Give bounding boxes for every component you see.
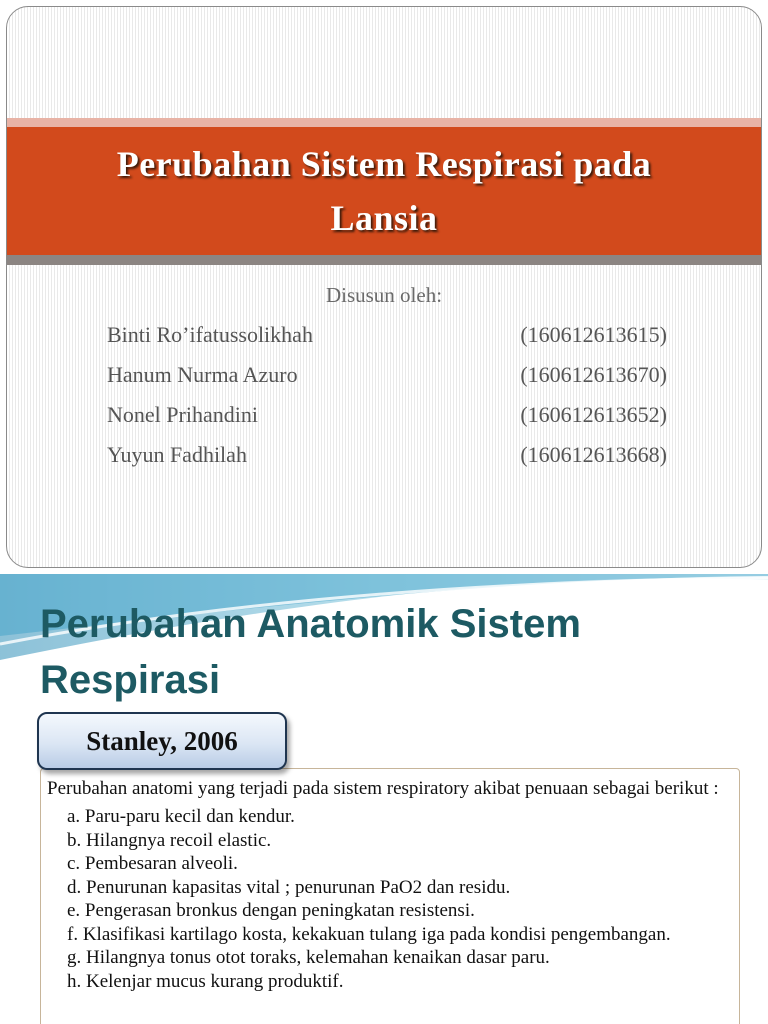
author-id: (160612613652) <box>520 402 667 427</box>
source-label: Stanley, 2006 <box>86 725 238 756</box>
list-item: e. Pengerasan bronkus dengan peningkatan resistensi. <box>67 900 475 921</box>
title-slide <box>6 6 762 568</box>
slide-title: Perubahan Anatomik Sistem Respirasi <box>40 602 581 702</box>
source-badge <box>37 712 287 770</box>
author-id: (160612613668) <box>520 442 667 467</box>
list-item: d. Penurunan kapasitas vital ; penurunan PaO2 dan residu. <box>67 876 511 898</box>
author-name: Yuyun Fadhilah <box>107 442 247 467</box>
content-slide <box>0 574 768 1024</box>
author-heading: Disusun oleh: <box>325 283 443 307</box>
list-item: f. Klasifikasi kartilago kosta, kekakuan tulang iga pada kondisi pengembangan. <box>67 923 671 945</box>
author-row <box>107 315 667 355</box>
accent-line <box>7 118 761 127</box>
list-item: g. Hilangnya tonus otot toraks, kelemahan kenaikan dasar paru. <box>67 947 550 968</box>
list-item: c. Pembesaran alveoli. <box>67 853 238 874</box>
change-list <box>47 805 733 993</box>
author-row <box>107 435 667 475</box>
divider-line <box>7 255 761 265</box>
author-id: (160612613670) <box>520 362 667 387</box>
author-name: Binti Ro’ifatussolikhah <box>107 322 313 347</box>
title-banner <box>7 127 761 255</box>
list-item: a. Paru-paru kecil dan kendur. <box>67 806 295 827</box>
intro-text: Perubahan anatomi yang terjadi pada sistem respiratory akibat penuaan sebagai berikut : <box>47 778 719 799</box>
author-id: (160612613615) <box>520 322 667 347</box>
author-row <box>107 355 667 395</box>
author-row <box>107 395 667 435</box>
author-name: Hanum Nurma Azuro <box>107 362 298 387</box>
list-item: b. Hilangnya recoil elastic. <box>67 829 272 851</box>
author-list <box>107 315 667 475</box>
content-box <box>40 768 740 1024</box>
author-name: Nonel Prihandini <box>107 402 258 427</box>
list-item: h. Kelenjar mucus kurang produktif. <box>67 970 344 992</box>
slide-title: Perubahan Sistem Respirasi pada Lansia <box>116 144 652 238</box>
